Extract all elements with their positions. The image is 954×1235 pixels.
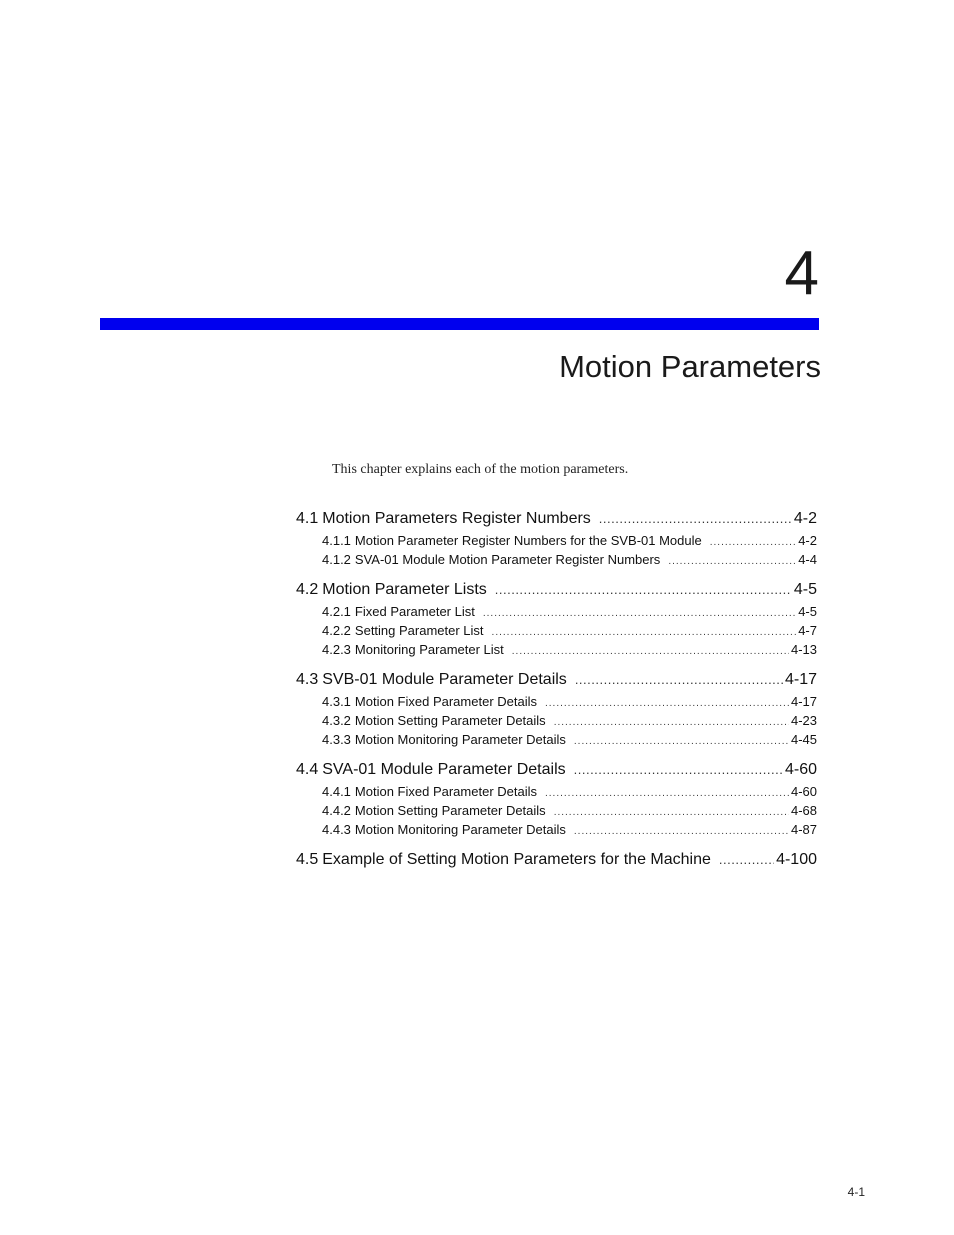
toc-subentry-page: 4-17: [790, 694, 817, 709]
toc-leader-dots: [719, 849, 774, 870]
toc-subentry[interactable]: [296, 801, 817, 820]
toc-entry-page: 4-100: [776, 851, 817, 868]
toc-section: [296, 759, 817, 839]
toc-leader-dots: [554, 803, 789, 822]
toc-subentry-number: 4.4.2: [322, 803, 351, 818]
toc-subentry[interactable]: [296, 730, 817, 749]
toc-leader-dots: [495, 579, 792, 600]
toc-entry-number: 4.4: [296, 761, 319, 778]
toc-entry-page: 4-5: [793, 581, 817, 598]
toc-leader-dots: [545, 694, 789, 713]
toc-leader-dots: [710, 533, 796, 552]
toc-entry-page: 4-2: [793, 510, 817, 527]
toc-subentry-title: Motion Fixed Parameter Details: [354, 784, 537, 799]
toc-subentry-title: Motion Monitoring Parameter Details: [354, 732, 566, 747]
table-of-contents: [296, 508, 817, 870]
toc-leader-dots: [574, 759, 783, 780]
toc-section: [296, 849, 817, 870]
toc-subentry[interactable]: [296, 621, 817, 640]
toc-entry-number: 4.1: [296, 510, 319, 527]
toc-subentry-title: Motion Monitoring Parameter Details: [354, 822, 566, 837]
toc-subentry-page: 4-45: [790, 732, 817, 747]
toc-entry-title: SVA-01 Module Parameter Details: [322, 761, 566, 778]
toc-leader-dots: [575, 669, 783, 690]
toc-subentry[interactable]: [296, 711, 817, 730]
toc-leader-dots: [492, 623, 797, 642]
toc-entry[interactable]: [296, 849, 817, 870]
chapter-number: 4: [784, 239, 819, 308]
toc-subentry[interactable]: [296, 640, 817, 659]
toc-subentry-number: 4.2.2: [322, 623, 351, 638]
toc-subentry[interactable]: [296, 602, 817, 621]
toc-subentry-page: 4-4: [798, 552, 817, 567]
toc-section: [296, 508, 817, 569]
toc-leader-dots: [483, 604, 796, 623]
toc-subentry-title: Fixed Parameter List: [354, 604, 475, 619]
toc-entry-title: Motion Parameter Lists: [322, 581, 487, 598]
toc-subentry-number: 4.4.1: [322, 784, 351, 799]
toc-subentry-title: Monitoring Parameter List: [354, 642, 504, 657]
toc-subentry-page: 4-2: [798, 533, 817, 548]
toc-subentry-page: 4-7: [798, 623, 817, 638]
toc-subentry[interactable]: [296, 782, 817, 801]
toc-subentry-number: 4.2.1: [322, 604, 351, 619]
toc-subentry-number: 4.2.3: [322, 642, 351, 657]
toc-entry-page: 4-60: [784, 761, 817, 778]
toc-subentry-page: 4-60: [790, 784, 817, 799]
chapter-divider-bar: [100, 318, 819, 330]
toc-entry-page: 4-17: [784, 671, 817, 688]
toc-leader-dots: [512, 642, 789, 661]
toc-subentry-title: Motion Setting Parameter Details: [354, 713, 546, 728]
toc-subentry-number: 4.3.3: [322, 732, 351, 747]
toc-entry-title: Example of Setting Motion Parameters for the Machine: [322, 851, 711, 868]
toc-subentry-number: 4.1.1: [322, 533, 351, 548]
toc-subentry-page: 4-13: [790, 642, 817, 657]
toc-entry[interactable]: [296, 669, 817, 690]
toc-subentry-title: Setting Parameter List: [354, 623, 484, 638]
toc-subentry-number: 4.1.2: [322, 552, 351, 567]
toc-section: [296, 579, 817, 659]
chapter-intro: This chapter explains each of the motion parameters.: [332, 462, 629, 477]
toc-subentry-title: Motion Setting Parameter Details: [354, 803, 546, 818]
toc-entry-title: Motion Parameters Register Numbers: [322, 510, 591, 527]
toc-subentry-number: 4.4.3: [322, 822, 351, 837]
chapter-title: Motion Parameters: [559, 349, 821, 384]
toc-entry[interactable]: [296, 508, 817, 529]
toc-leader-dots: [554, 713, 789, 732]
toc-entry-number: 4.2: [296, 581, 319, 598]
toc-subentry-page: 4-68: [790, 803, 817, 818]
toc-entry-number: 4.3: [296, 671, 319, 688]
toc-subentry-title: Motion Parameter Register Numbers for the SVB-01 Module: [354, 533, 702, 548]
toc-entry[interactable]: [296, 759, 817, 780]
toc-subentry[interactable]: [296, 531, 817, 550]
toc-entry-title: SVB-01 Module Parameter Details: [322, 671, 567, 688]
toc-leader-dots: [668, 552, 796, 571]
toc-subentry-title: Motion Fixed Parameter Details: [354, 694, 537, 709]
toc-section: [296, 669, 817, 749]
toc-leader-dots: [574, 732, 789, 751]
toc-subentry-page: 4-23: [790, 713, 817, 728]
toc-subentry[interactable]: [296, 550, 817, 569]
toc-subentry-page: 4-5: [798, 604, 817, 619]
toc-subentry-page: 4-87: [790, 822, 817, 837]
toc-subentry-number: 4.3.2: [322, 713, 351, 728]
toc-entry-number: 4.5: [296, 851, 319, 868]
toc-subentry[interactable]: [296, 820, 817, 839]
page-number: 4-1: [847, 1185, 865, 1199]
toc-subentry-number: 4.3.1: [322, 694, 351, 709]
toc-subentry-title: SVA-01 Module Motion Parameter Register Numbers: [354, 552, 661, 567]
toc-leader-dots: [545, 784, 789, 803]
toc-leader-dots: [574, 822, 789, 841]
toc-entry[interactable]: [296, 579, 817, 600]
toc-leader-dots: [599, 508, 792, 529]
toc-subentry[interactable]: [296, 692, 817, 711]
